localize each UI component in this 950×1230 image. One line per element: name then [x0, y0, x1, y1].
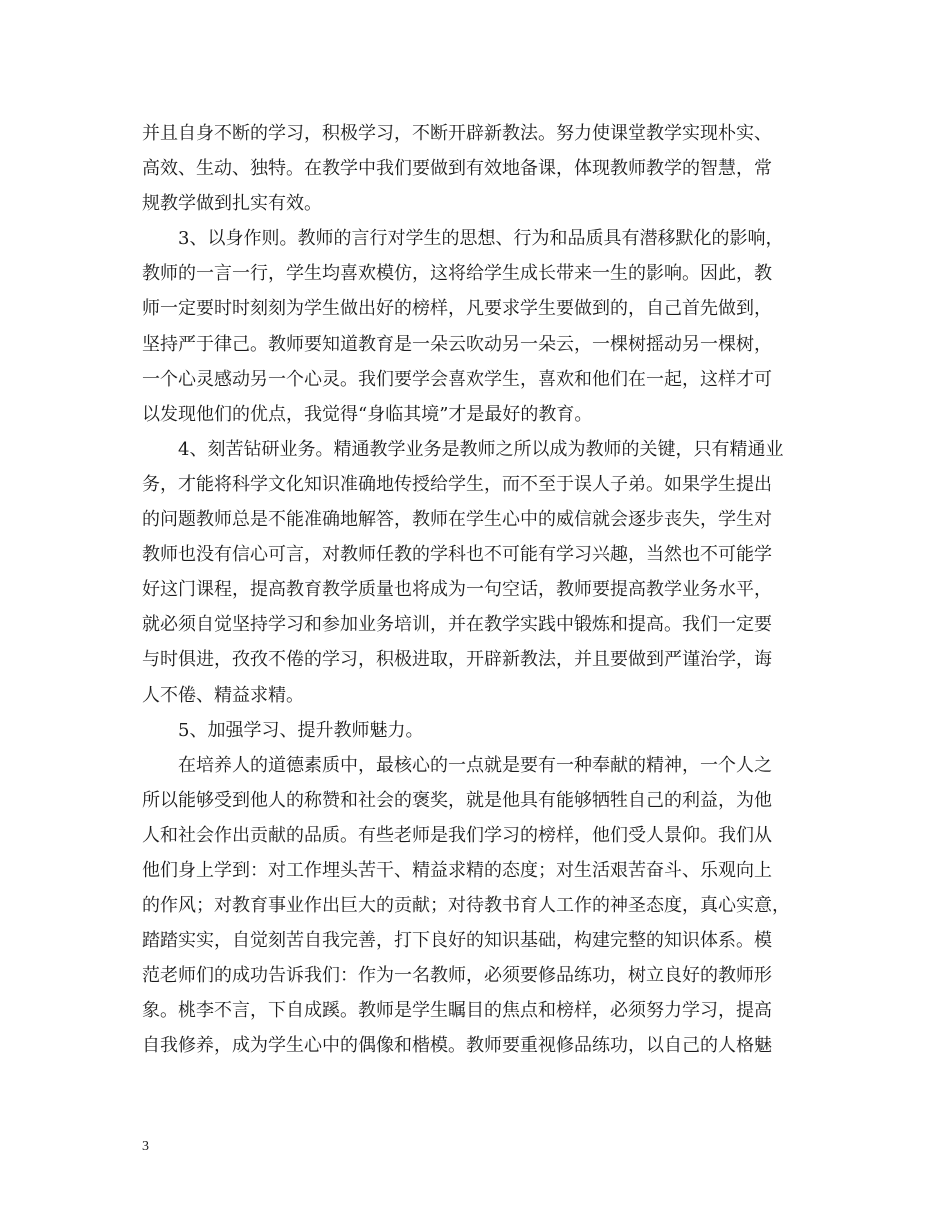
text-line: 的问题教师总是不能准确地解答，教师在学生心中的威信就会逐步丧失，学生对	[142, 509, 772, 531]
text-line: 坚持严于律己。教师要知道教育是一朵云吹动另一朵云，一棵树摇动另一棵树，	[142, 333, 772, 355]
text-line: 高效、生动、独特。在教学中我们要做到有效地备课，体现教师教学的智慧，常	[142, 158, 772, 180]
text-line: 与时俱进，孜孜不倦的学习，积极进取，开辟新教法，并且要做到严谨治学，诲	[142, 649, 772, 671]
text-line: 并且自身不断的学习，积极学习，不断开辟新教法。努力使课堂教学实现朴实、	[142, 123, 772, 144]
text-line: 在培养人的道德素质中，最核心的一点就是要有一种奉献的精神，一个人之	[178, 754, 772, 776]
text-line: 4、刻苦钻研业务。精通教学业务是教师之所以成为教师的关键，只有精通业	[178, 438, 784, 460]
page-number: 3	[142, 1139, 149, 1154]
text-line: 就必须自觉坚持学习和参加业务培训，并在教学实践中锻炼和提高。我们一定要	[142, 614, 772, 636]
text-line: 踏踏实实，自觉刻苦自我完善，打下良好的知识基础，构建完整的知识体系。模	[142, 930, 772, 952]
text-line: 务，才能将科学文化知识准确地传授给学生，而不至于误人子弟。如果学生提出	[142, 473, 772, 495]
text-line: 人和社会作出贡献的品质。有些老师是我们学习的榜样，他们受人景仰。我们从	[142, 824, 772, 846]
text-line: 象。桃李不言，下自成蹊。教师是学生瞩目的焦点和榜样，必须努力学习，提高	[142, 1000, 772, 1022]
text-line: 范老师们的成功告诉我们：作为一名教师，必须要修品练功，树立良好的教师形	[142, 965, 772, 987]
text-line: 他们身上学到：对工作埋头苦干、精益求精的态度；对生活艰苦奋斗、乐观向上	[142, 859, 772, 881]
text-line: 5、加强学习、提升教师魅力。	[178, 719, 424, 741]
text-line: 所以能够受到他人的称赞和社会的褒奖，就是他具有能够牺牲自己的利益，为他	[142, 789, 772, 811]
body-text	[142, 116, 842, 1064]
text-line: 一个心灵感动另一个心灵。我们要学会喜欢学生，喜欢和他们在一起，这样才可	[142, 368, 772, 390]
text-line: 自我修养，成为学生心中的偶像和楷模。教师要重视修品练功，以自己的人格魅	[142, 1035, 772, 1057]
text-line: 的作风；对教育事业作出巨大的贡献；对待教书育人工作的神圣态度，真心实意，	[142, 895, 790, 917]
text-line: 师一定要时时刻刻为学生做出好的榜样，凡要求学生要做到的，自己首先做到，	[142, 298, 772, 320]
text-line: 人不倦、精益求精。	[142, 684, 304, 706]
text-line: 以发现他们的优点，我觉得“身临其境”才是最好的教育。	[142, 403, 593, 425]
text-line: 教师也没有信心可言，对教师任教的学科也不可能有学习兴趣，当然也不可能学	[142, 544, 772, 566]
text-line: 教师的一言一行，学生均喜欢模仿，这将给学生成长带来一生的影响。因此，教	[142, 263, 772, 285]
text-line: 规教学做到扎实有效。	[142, 193, 322, 215]
text-line: 3、以身作则。教师的言行对学生的思想、行为和品质具有潜移默化的影响，	[178, 228, 784, 250]
text-line: 好这门课程，提高教育教学质量也将成为一句空话，教师要提高教学业务水平，	[142, 579, 772, 601]
